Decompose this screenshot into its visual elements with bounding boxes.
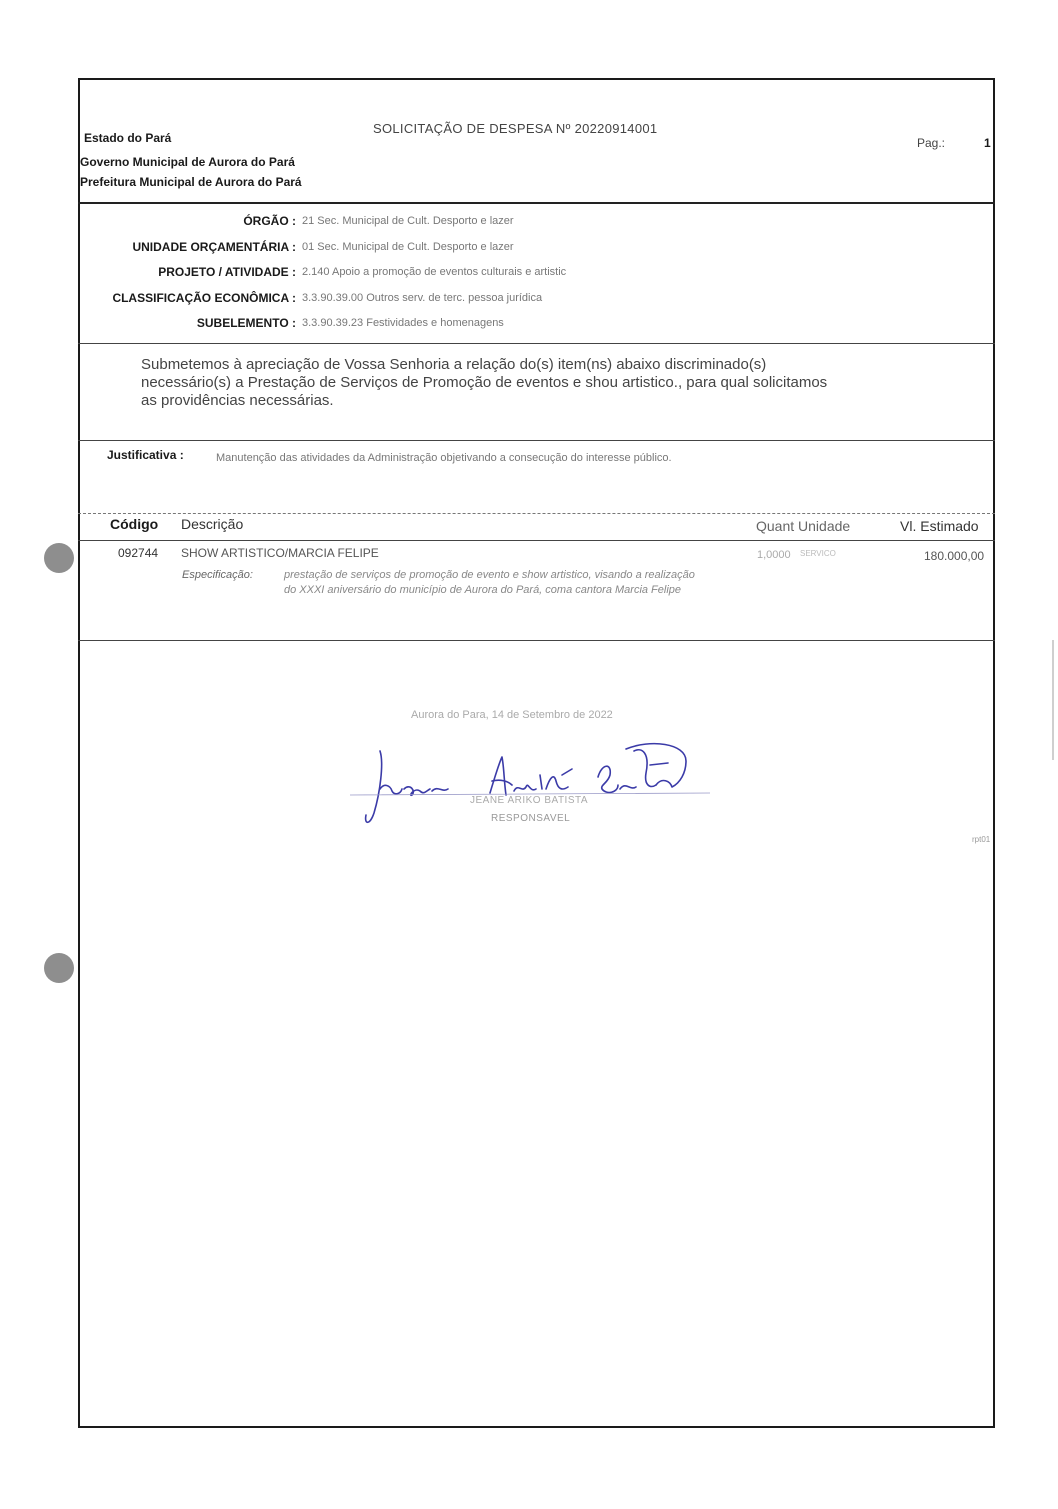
- signer-role: RESPONSAVEL: [491, 813, 571, 824]
- justification-divider: [78, 513, 995, 514]
- scan-edge-right: [1052, 640, 1054, 760]
- request-paragraph: [141, 356, 941, 410]
- page-number: 1: [984, 136, 991, 150]
- government-name: Governo Municipal de Aurora do Pará: [80, 155, 295, 169]
- unidade-value: 01 Sec. Municipal de Cult. Desporto e lazer: [302, 241, 514, 253]
- column-header-qty-unit: Quant Unidade: [756, 518, 851, 534]
- request-divider: [78, 440, 995, 441]
- punch-hole-top: [44, 543, 74, 573]
- item-estimated: 180.000,00: [924, 549, 985, 563]
- document-title: SOLICITAÇÃO DE DESPESA Nº 20220914001: [373, 121, 658, 136]
- orgao-label: ÓRGÃO :: [243, 214, 296, 228]
- request-line: necessário(s) a Prestação de Serviços de Promoção de eventos e shou artistico., para qual solicitamos: [141, 374, 828, 391]
- projeto-label: PROJETO / ATIVIDADE :: [158, 265, 296, 279]
- projeto-value: 2.140 Apoio a promoção de eventos culturais e artistic: [302, 266, 567, 278]
- column-header-code: Código: [110, 516, 159, 532]
- column-header-description: Descrição: [181, 516, 244, 532]
- punch-hole-bottom: [44, 953, 74, 983]
- prefecture-name: Prefeitura Municipal de Aurora do Pará: [80, 175, 302, 189]
- item-code: 092744: [118, 546, 159, 560]
- item-unit: SERVICO: [800, 549, 836, 558]
- report-code: rpt01: [972, 835, 991, 844]
- signer-name: JEANE ARIKO BATISTA: [470, 795, 589, 806]
- place-date: Aurora do Para, 14 de Setembro de 2022: [411, 709, 613, 721]
- subelemento-value: 3.3.90.39.23 Festividades e homenagens: [302, 317, 504, 329]
- classificacao-value: 3.3.90.39.00 Outros serv. de terc. pessoa jurídica: [302, 292, 543, 304]
- state-name: Estado do Pará: [84, 131, 172, 145]
- budget-divider: [78, 343, 995, 344]
- table-bottom-divider: [78, 640, 995, 641]
- table-header-divider: [78, 540, 995, 541]
- subelemento-label: SUBELEMENTO :: [196, 316, 296, 330]
- unidade-label: UNIDADE ORÇAMENTÁRIA :: [132, 240, 296, 254]
- request-line: as providências necessárias.: [141, 392, 334, 409]
- item-quantity: 1,0000: [757, 549, 791, 561]
- orgao-value: 21 Sec. Municipal de Cult. Desporto e lazer: [302, 215, 514, 227]
- item-description: SHOW ARTISTICO/MARCIA FELIPE: [181, 546, 379, 560]
- item-spec-line: do XXXI aniversário do município de Aurora do Pará, coma cantora Marcia Felipe: [284, 584, 682, 596]
- column-header-estimated: Vl. Estimado: [900, 518, 979, 534]
- justification-text: Manutenção das atividades da Administração objetivando a consecução do interesse público.: [216, 452, 672, 464]
- item-spec-line: prestação de serviços de promoção de evento e show artistico, visando a realização: [284, 569, 695, 581]
- item-spec-label: Especificação:: [182, 569, 253, 581]
- header-divider: [78, 202, 995, 204]
- request-line: Submetemos à apreciação de Vossa Senhoria a relação do(s) item(ns) abaixo discriminado(s): [141, 356, 767, 373]
- classificacao-label: CLASSIFICAÇÃO ECONÔMICA :: [112, 291, 296, 305]
- page-label: Pag.:: [917, 136, 946, 150]
- justification-label: Justificativa :: [107, 448, 184, 462]
